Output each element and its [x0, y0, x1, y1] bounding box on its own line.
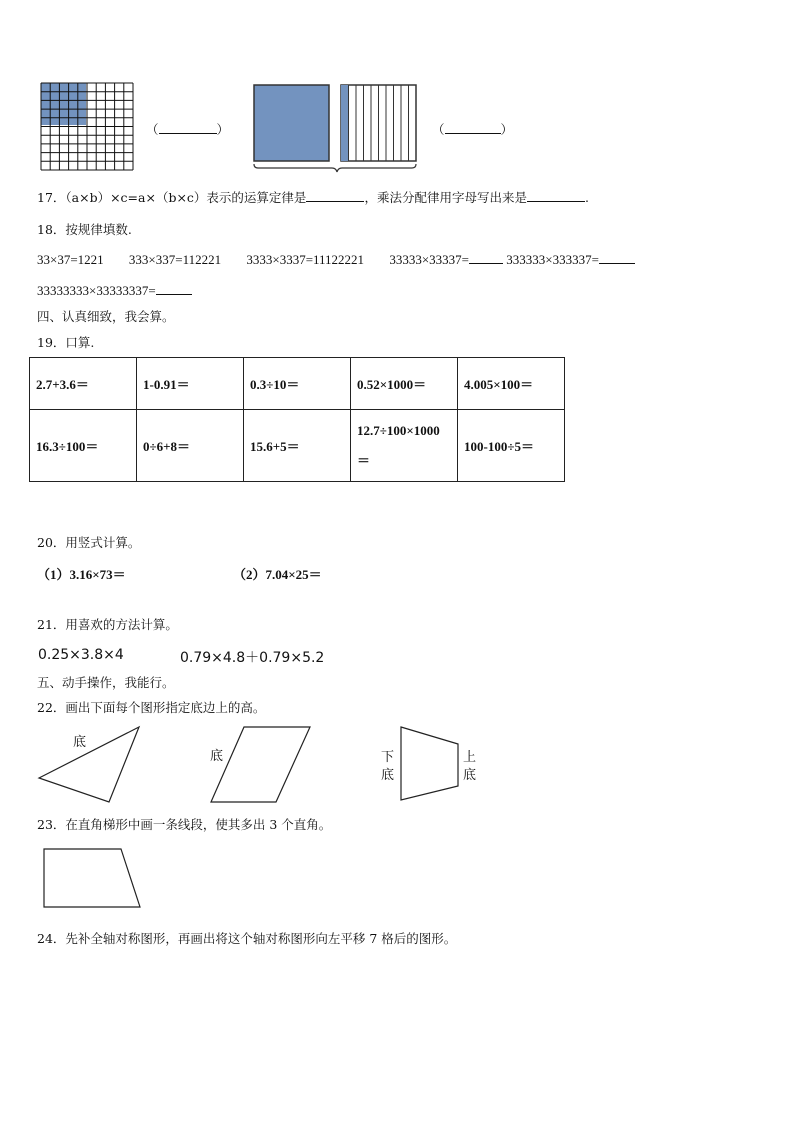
q18-blank-1[interactable] [469, 251, 503, 264]
q17-text [37, 188, 589, 206]
q17-prefix: 17．（a×b）×c=a×（b×c）表示的运算定律是 [37, 190, 307, 205]
q18-item: 33×37=1221 [37, 252, 104, 267]
q17-blank-2[interactable] [527, 189, 585, 202]
q19-title: 19．口算. [37, 335, 95, 350]
right-trapezoid-figure [41, 846, 143, 910]
q21-item-2: 0.79×4.8＋0.79×5.2 [180, 650, 325, 666]
trapezoid-right-label-2: 底 [463, 768, 477, 783]
table-cell: 16.3÷100＝ [30, 410, 137, 482]
block-model-figure [252, 82, 422, 174]
section-4-title: 四、认真细致，我会算。 [37, 309, 175, 324]
table-cell: 1-0.91＝ [137, 358, 244, 410]
tenths-shaded-strip [341, 85, 349, 161]
q22-title: 22．画出下面每个图形指定底边上的高。 [37, 700, 266, 715]
q17-suffix: . [584, 190, 589, 205]
trapezoid-left-label-1: 下 [381, 750, 395, 765]
trapezoid-figure [398, 724, 462, 804]
table-cell: 2.7+3.6＝ [30, 358, 137, 410]
q16-blank-left: （ ） [146, 122, 230, 137]
cell-line-2: ＝ [357, 452, 371, 468]
q18-item: 333333×333337= [506, 252, 599, 267]
brace [254, 164, 416, 172]
q18-item: 3333×3337=11122221 [246, 252, 365, 267]
q16-blank-right: （ ） [432, 122, 514, 137]
q24-title: 24．先补全轴对称图形，再画出将这个轴对称图形向左平移 7 格后的图形。 [37, 931, 457, 946]
q17-middle: ，乘法分配律用字母写出来是 [364, 190, 527, 205]
cell-line-1: 12.7÷100×1000 [357, 422, 440, 438]
parallelogram-figure [208, 724, 314, 806]
q20-item-1: （1）3.16×73＝ [37, 567, 126, 582]
table-cell: 0.3÷10＝ [244, 358, 351, 410]
q17-blank-1[interactable] [306, 189, 364, 202]
hundred-grid-figure [40, 82, 134, 172]
q18-title: 18．按规律填数. [37, 222, 132, 237]
table-row [30, 410, 565, 482]
q18-blank-3[interactable] [156, 282, 192, 295]
q18-item: 33333×33337= [389, 252, 469, 267]
parallelogram-base-label: 底 [210, 749, 224, 764]
mental-math-table [29, 357, 565, 482]
trapezoid-right-label-1: 上 [463, 750, 477, 765]
grid-shaded-region [41, 83, 86, 125]
table-cell: 0÷6+8＝ [137, 410, 244, 482]
table-cell: 0.52×1000＝ [351, 358, 458, 410]
full-square-block [254, 85, 329, 161]
table-cell-multiline [351, 410, 458, 482]
q23-title: 23．在直角梯形中画一条线段，使其多出 3 个直角。 [37, 817, 332, 832]
q20-item-2: （2）7.04×25＝ [233, 567, 322, 582]
trapezoid-left-label-2: 底 [381, 768, 395, 783]
table-cell: 100-100÷5＝ [458, 410, 565, 482]
table-cell: 4.005×100＝ [458, 358, 565, 410]
q18-last-item: 33333333×33333337= [37, 283, 156, 298]
q18-row [37, 251, 635, 268]
section-5-title: 五、动手操作，我能行。 [37, 675, 175, 690]
triangle-figure [36, 724, 144, 806]
q21-title: 21．用喜欢的方法计算。 [37, 617, 178, 632]
q18-blank-2[interactable] [599, 251, 635, 264]
q20-title: 20．用竖式计算。 [37, 535, 141, 550]
table-row [30, 358, 565, 410]
table-cell: 15.6+5＝ [244, 410, 351, 482]
q18-row-2 [37, 282, 192, 299]
q21-item-1: 0.25×3.8×4 [38, 647, 124, 663]
q18-item: 333×337=112221 [128, 252, 222, 267]
triangle-base-label: 底 [73, 735, 87, 750]
